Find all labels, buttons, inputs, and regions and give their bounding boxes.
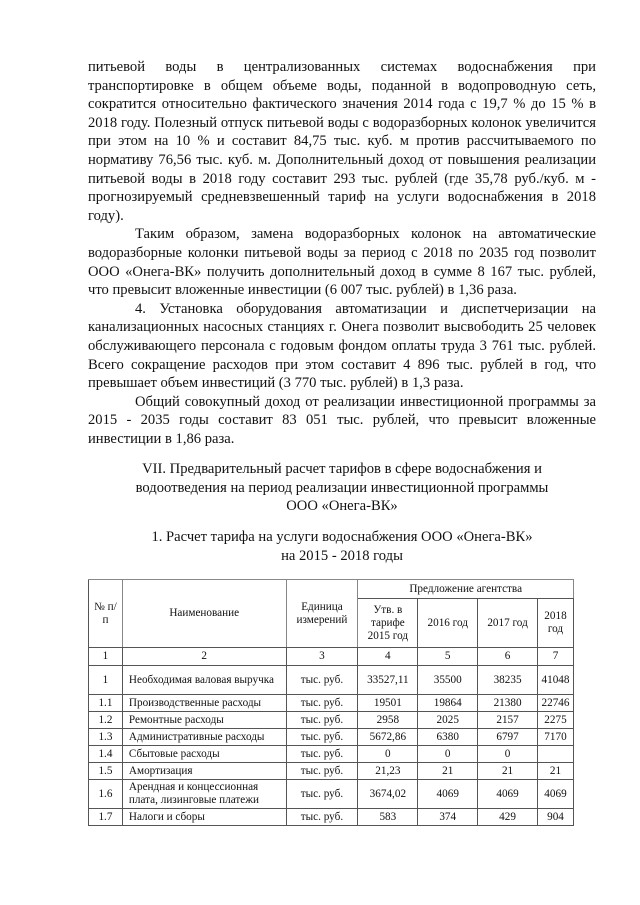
row-num: 1.3 [89, 729, 123, 746]
row-unit: тыс. руб. [286, 695, 358, 712]
row-value-2015: 583 [358, 809, 418, 826]
row-value-2015: 33527,11 [358, 666, 418, 695]
row-unit: тыс. руб. [286, 746, 358, 763]
row-name: Амортизация [122, 763, 286, 780]
row-name: Налоги и сборы [122, 809, 286, 826]
header-approved-2015: Утв. в тарифе 2015 год [358, 599, 418, 648]
table-row [89, 695, 574, 712]
table-heading-line: на 2015 - 2018 годы [281, 547, 403, 564]
column-number: 4 [358, 648, 418, 666]
row-value-2018: 904 [537, 809, 573, 826]
row-value-2016: 4069 [418, 780, 478, 809]
table-row [89, 712, 574, 729]
row-value-2015: 0 [358, 746, 418, 763]
table-row [89, 763, 574, 780]
row-name: Административные расходы [122, 729, 286, 746]
table-row [89, 666, 574, 695]
row-num: 1.2 [89, 712, 123, 729]
table-heading [88, 528, 596, 565]
header-num: № п/п [89, 580, 123, 648]
row-num: 1.6 [89, 780, 123, 809]
row-value-2017: 4069 [478, 780, 538, 809]
row-value-2018: 41048 [537, 666, 573, 695]
header-unit: Единица измерений [286, 580, 358, 648]
row-value-2015: 3674,02 [358, 780, 418, 809]
header-name: Наименование [122, 580, 286, 648]
row-value-2018: 4069 [537, 780, 573, 809]
row-unit: тыс. руб. [286, 729, 358, 746]
body-text [88, 58, 596, 448]
paragraph: Таким образом, замена водоразборных колонок на автоматические водоразборные колонки питьевой воды за период с 2018 по 2035 год позволит ООО «Онега-ВК» получить дополнительный доход в сумме 8 167 тыс. рублей, что превысит вложенные инвестиции (6 007 тыс. рублей) в 1,36 раза. [88, 226, 596, 299]
row-num: 1.4 [89, 746, 123, 763]
section-heading-line: ООО «Онега-ВК» [286, 498, 398, 515]
row-name: Арендная и концессионная плата, лизинговые платежи [122, 780, 286, 809]
row-value-2017: 21380 [478, 695, 538, 712]
header-2018: 2018 год [537, 599, 573, 648]
paragraph: Общий совокупный доход от реализации инвестиционной программы за 2015 - 2035 годы составит 83 051 тыс. рублей, что превысит вложенные инвестиции в 1,86 раза. [88, 393, 596, 447]
header-2017: 2017 год [478, 599, 538, 648]
row-unit: тыс. руб. [286, 809, 358, 826]
column-number: 7 [537, 648, 573, 666]
table-row [89, 729, 574, 746]
row-value-2017: 2157 [478, 712, 538, 729]
row-value-2015: 5672,86 [358, 729, 418, 746]
row-name: Ремонтные расходы [122, 712, 286, 729]
row-value-2016: 19864 [418, 695, 478, 712]
paragraph: питьевой воды в централизованных системах водоснабжения при транспортировке в общем объеме воды, поданной в водопроводную сеть, сократится относительно фактического значения 2014 года с 19,7 % до 15 % в 2018 году. Полезный отпуск питьевой воды с водоразборных колонок увеличится при этом на 10 % и составит 84,75 тыс. куб. м против рассчитываемого по нормативу 76,56 тыс. куб. м. Дополнительный доход от повышения реализации питьевой воды в 2018 году составит 293 тыс. рублей (где 35,78 руб./куб. м - прогнозируемый средневзвешенный тариф на услуги водоснабжения в 2018 году). [88, 59, 596, 224]
row-value-2018: 7170 [537, 729, 573, 746]
row-value-2017: 38235 [478, 666, 538, 695]
column-number: 6 [478, 648, 538, 666]
section-heading [88, 460, 596, 516]
row-value-2016: 374 [418, 809, 478, 826]
row-value-2016: 6380 [418, 729, 478, 746]
row-num: 1.5 [89, 763, 123, 780]
row-value-2018: 2275 [537, 712, 573, 729]
table-row [89, 746, 574, 763]
row-value-2016: 0 [418, 746, 478, 763]
header-2016: 2016 год [418, 599, 478, 648]
tariff-table [88, 579, 574, 826]
row-unit: тыс. руб. [286, 712, 358, 729]
row-name: Сбытовые расходы [122, 746, 286, 763]
row-value-2017: 0 [478, 746, 538, 763]
row-name: Производственные расходы [122, 695, 286, 712]
row-value-2017: 21 [478, 763, 538, 780]
row-unit: тыс. руб. [286, 666, 358, 695]
row-value-2018: 22746 [537, 695, 573, 712]
column-number: 3 [286, 648, 358, 666]
row-value-2018 [537, 746, 573, 763]
column-number: 2 [122, 648, 286, 666]
column-number: 1 [89, 648, 123, 666]
row-value-2017: 6797 [478, 729, 538, 746]
row-value-2018: 21 [537, 763, 573, 780]
row-value-2016: 2025 [418, 712, 478, 729]
table-row [89, 780, 574, 809]
row-num: 1.1 [89, 695, 123, 712]
row-value-2015: 19501 [358, 695, 418, 712]
table-heading-line: 1. Расчет тарифа на услуги водоснабжения ООО «Онега-ВК» [151, 529, 533, 545]
section-heading-line: водоотведения на период реализации инвестиционной программы [135, 479, 549, 496]
row-value-2016: 35500 [418, 666, 478, 695]
row-num: 1.7 [89, 809, 123, 826]
header-agency-proposal: Предложение агентства [358, 580, 574, 599]
row-name: Необходимая валовая выручка [122, 666, 286, 695]
table-row [89, 809, 574, 826]
row-unit: тыс. руб. [286, 763, 358, 780]
paragraph: 4. Установка оборудования автоматизации и диспетчеризации на канализационных насосных станциях г. Онега позволит высвободить 25 человек обслуживающего персонала с годовым фондом оплаты труда 3 761 тыс. рублей. Всего сокращение расходов при этом составит 4 896 тыс. рублей в год, что превышает объем инвестиций (3 770 тыс. рублей) в 1,3 раза. [88, 300, 596, 392]
row-value-2017: 429 [478, 809, 538, 826]
row-value-2015: 2958 [358, 712, 418, 729]
row-unit: тыс. руб. [286, 780, 358, 809]
column-number: 5 [418, 648, 478, 666]
section-heading-line: VII. Предварительный расчет тарифов в сфере водоснабжения и [142, 461, 542, 477]
row-value-2016: 21 [418, 763, 478, 780]
row-num: 1 [89, 666, 123, 695]
row-value-2015: 21,23 [358, 763, 418, 780]
